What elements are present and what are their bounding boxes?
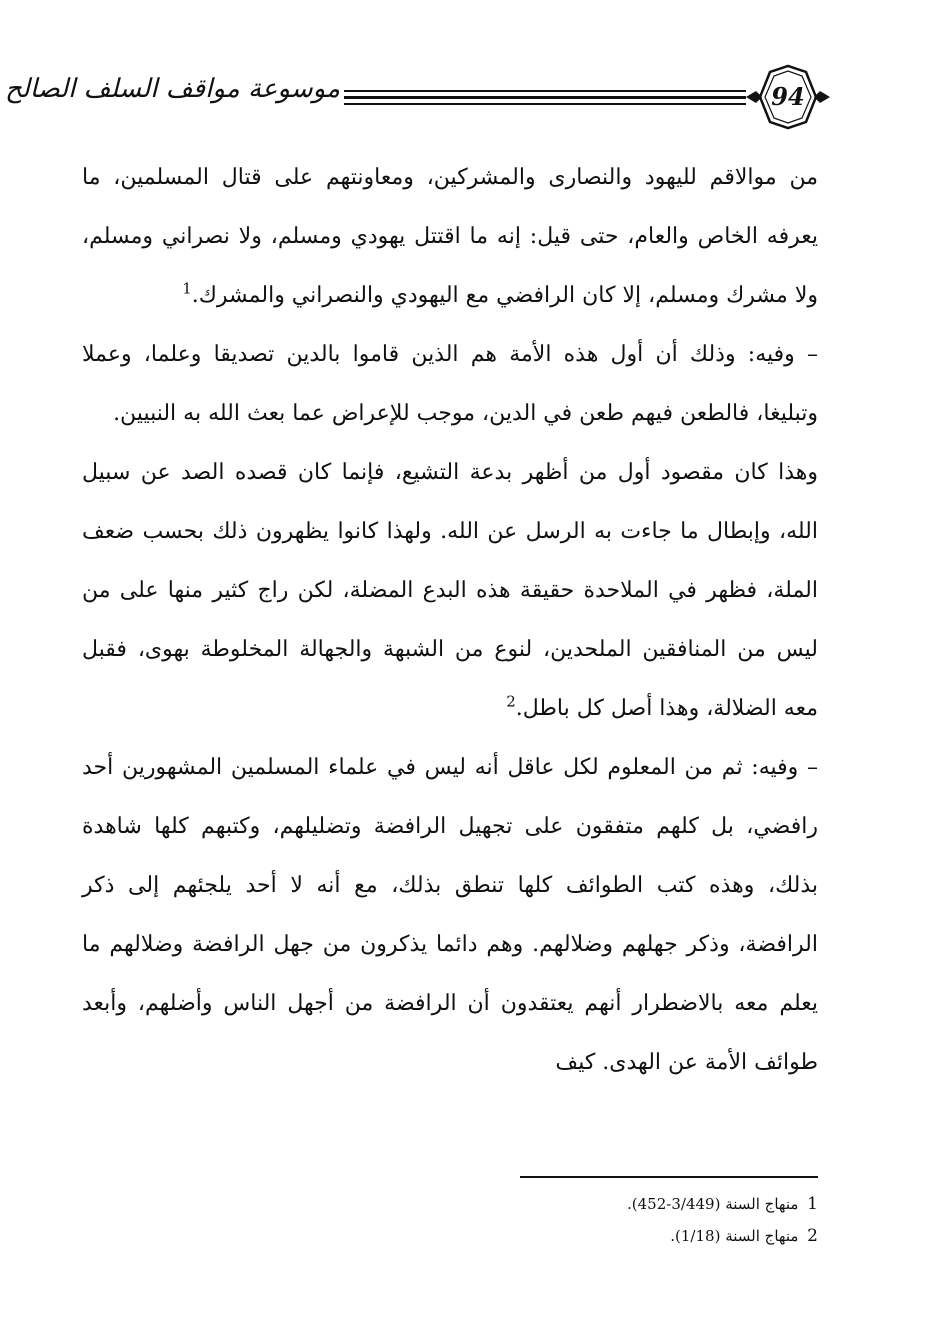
main-text bbox=[82, 148, 818, 1092]
paragraph bbox=[82, 148, 818, 325]
header-rule bbox=[344, 90, 746, 92]
footnote-item bbox=[400, 1188, 818, 1220]
footnote-marker: 2 bbox=[506, 692, 516, 711]
paragraph-text: من موالاقم لليهود والنصارى والمشركين، ومعاونتهم على قتال المسلمين، ما يعرفه الخاص والعام، حتى قيل: إنه ما اقتتل يهودي ومسلم، ولا نصراني ومسلم، ولا مشرك ومسلم، إلا كان الرافضي مع اليهودي والنصراني والمشرك. bbox=[82, 165, 818, 308]
book-title: موسوعة مواقف السلف الصالح bbox=[5, 74, 340, 104]
paragraph-text: – وفيه: وذلك أن أول هذه الأمة هم الذين قاموا بالدين تصديقا وعلما، وعملا وتبليغا، فالطعن فيهم طعن في الدين، موجب للإعراض عما بعث الله به النبيين. bbox=[82, 342, 818, 426]
footnote-number: 2 bbox=[807, 1226, 818, 1246]
footnote-marker: 1 bbox=[182, 279, 192, 298]
paragraph bbox=[82, 443, 818, 738]
page-header bbox=[5, 62, 840, 142]
footnote-text: منهاج السنة (1/18). bbox=[670, 1227, 799, 1245]
header-rule bbox=[344, 96, 746, 99]
page-number-badge bbox=[746, 62, 830, 132]
footnote-item bbox=[400, 1220, 818, 1252]
paragraph bbox=[82, 738, 818, 1092]
footnote-separator bbox=[520, 1176, 818, 1178]
header-rule bbox=[344, 103, 746, 105]
paragraph-text: – وفيه: ثم من المعلوم لكل عاقل أنه ليس في علماء المسلمين المشهورين أحد رافضي، بل كلهم متفقون على تجهيل الرافضة وتضليلهم، وكتبهم كلها شاهدة بذلك، وهذه كتب الطوائف كلها تنطق بذلك، مع أنه لا أحد يلجئهم إلى ذكر الرافضة، وذكر جهلهم وضلالهم. وهم دائما يذكرون من جهل الرافضة وضلالهم ما يعلم معه بالاضطرار أنهم يعتقدون أن الرافضة من أجهل الناس وأضلهم، وأبعد طوائف الأمة عن الهدى. كيف bbox=[82, 755, 818, 1075]
footnote-number: 1 bbox=[807, 1194, 818, 1214]
page-number: 94 bbox=[771, 82, 805, 111]
footnotes bbox=[400, 1188, 818, 1252]
paragraph bbox=[82, 325, 818, 443]
paragraph-text: وهذا كان مقصود أول من أظهر بدعة التشيع، فإنما كان قصده الصد عن سبيل الله، وإبطال ما جاءت به الرسل عن الله. ولهذا كانوا يظهرون ذلك بحسب ضعف الملة، فظهر في الملاحدة حقيقة هذه البدع المضلة، لكن راج كثير منها على من ليس من المنافقين الملحدين، لنوع من الشبهة والجهالة المخلوطة بهوى، فقبل معه الضلالة، وهذا أصل كل باطل. bbox=[82, 460, 818, 721]
footnote-text: منهاج السنة (3/449-452). bbox=[627, 1195, 799, 1213]
